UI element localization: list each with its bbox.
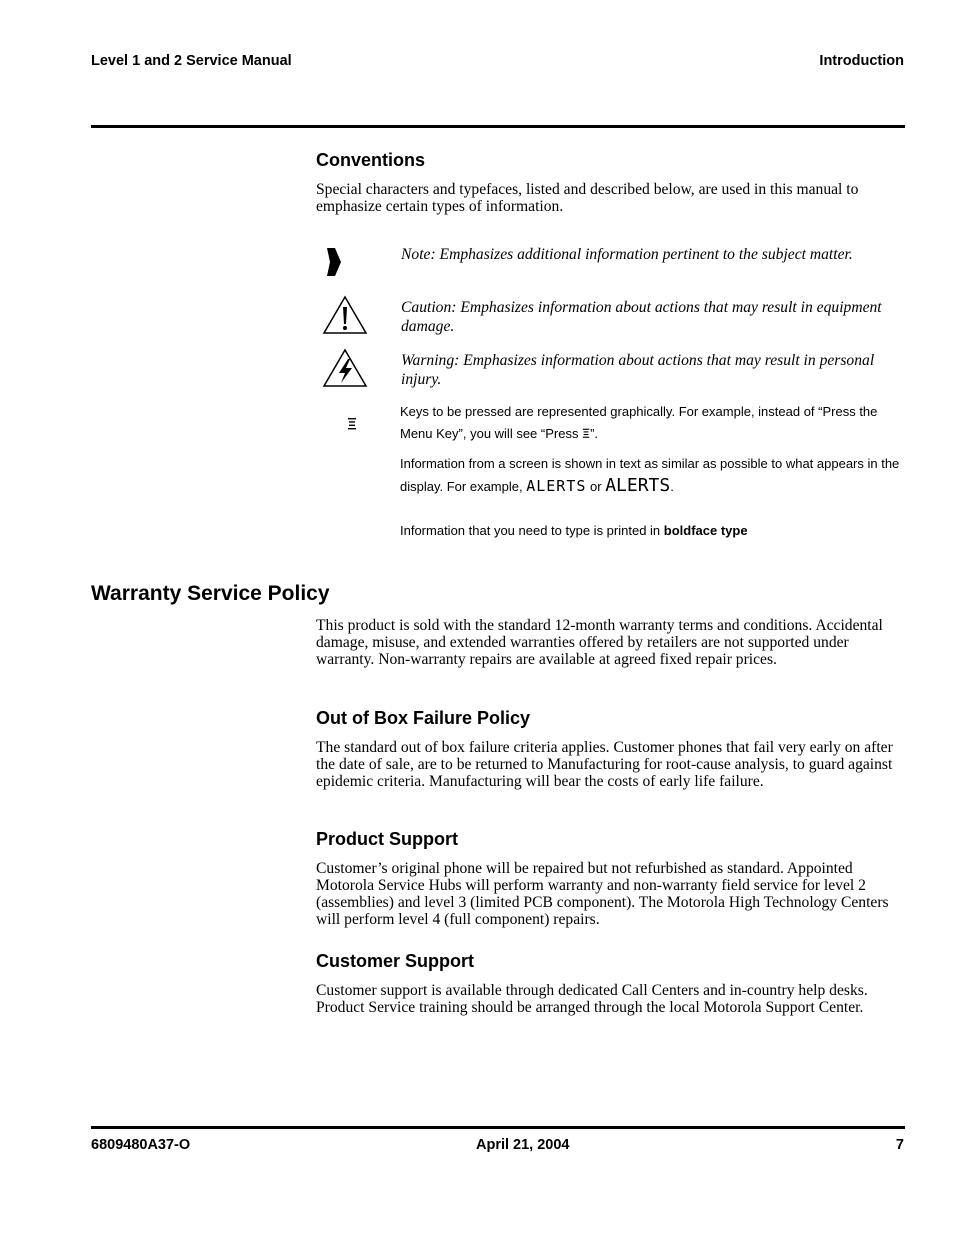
warning-lightning-icon (322, 348, 368, 388)
keys-convention-text: Keys to be pressed are represented graphically. For example, instead of “Press the Menu Key”, you will see “Press ”. (400, 404, 878, 441)
conventions-intro: Special characters and typefaces, listed and described below, are used in this manual to emphasize certain types of information. (316, 181, 859, 215)
warning-text: Warning: Emphasizes information about actions that may result in personal injury. (401, 352, 875, 388)
note-arrow-icon (325, 246, 343, 278)
out-of-box-body: The standard out of box failure criteria applies. Customer phones that fail very early on after the date of sale, are to be returned to Manufacturing for root-cause analysis, to guard against epidemic criteria. Manufacturing will bear the costs of early life failure. (316, 739, 893, 790)
inline-menu-key-icon (582, 428, 590, 439)
boldface-example: boldface type (663, 523, 748, 538)
note-text: Note: Emphasizes additional information pertinent to the subject matter. (401, 246, 853, 263)
screen-example-small: ALERTS (526, 477, 587, 495)
product-support-heading: Product Support (316, 829, 458, 849)
screen-example-large: ALERTS (605, 475, 671, 496)
header-section-title: Introduction (819, 53, 904, 69)
conventions-heading: Conventions (316, 150, 426, 170)
header-rule (91, 125, 905, 128)
caution-triangle-icon (322, 295, 368, 335)
screen-convention-text: Information from a screen is shown in text as similar as possible to what appears in the display. For example, ALERTS or ALERTS. (400, 456, 900, 496)
type-convention-text: Information that you need to type is printed in boldface type (400, 523, 748, 538)
out-of-box-heading: Out of Box Failure Policy (316, 708, 531, 728)
menu-key-icon (347, 418, 357, 430)
warranty-body: This product is sold with the standard 12-month warranty terms and conditions. Accidental damage, misuse, and extended warranties offered by retailers are not supported under warranty. Non-warranty repairs are available at agreed fixed repair prices. (316, 617, 883, 668)
product-support-body: Customer’s original phone will be repaired but not refurbished as standard. Appointed Motorola Service Hubs will perform warranty and non-warranty field service for level 2 (assemblies) and level 3 (limited PCB component). The Motorola High Technology Centers will perform level 4 (full component) repairs. (316, 860, 889, 928)
warranty-heading: Warranty Service Policy (91, 582, 330, 605)
header-manual-title: Level 1 and 2 Service Manual (91, 53, 292, 69)
customer-support-heading: Customer Support (316, 951, 475, 971)
customer-support-body: Customer support is available through dedicated Call Centers and in-country help desks. Product Service training should be arranged through the local Motorola Support Center. (316, 982, 868, 1016)
caution-text: Caution: Emphasizes information about actions that may result in equipment damage. (401, 299, 882, 335)
footer-page-number: 7 (895, 1137, 904, 1153)
footer-document-number: 6809480A37-O (91, 1137, 191, 1153)
footer-date: April 21, 2004 (476, 1137, 570, 1153)
footer-rule (91, 1126, 905, 1129)
